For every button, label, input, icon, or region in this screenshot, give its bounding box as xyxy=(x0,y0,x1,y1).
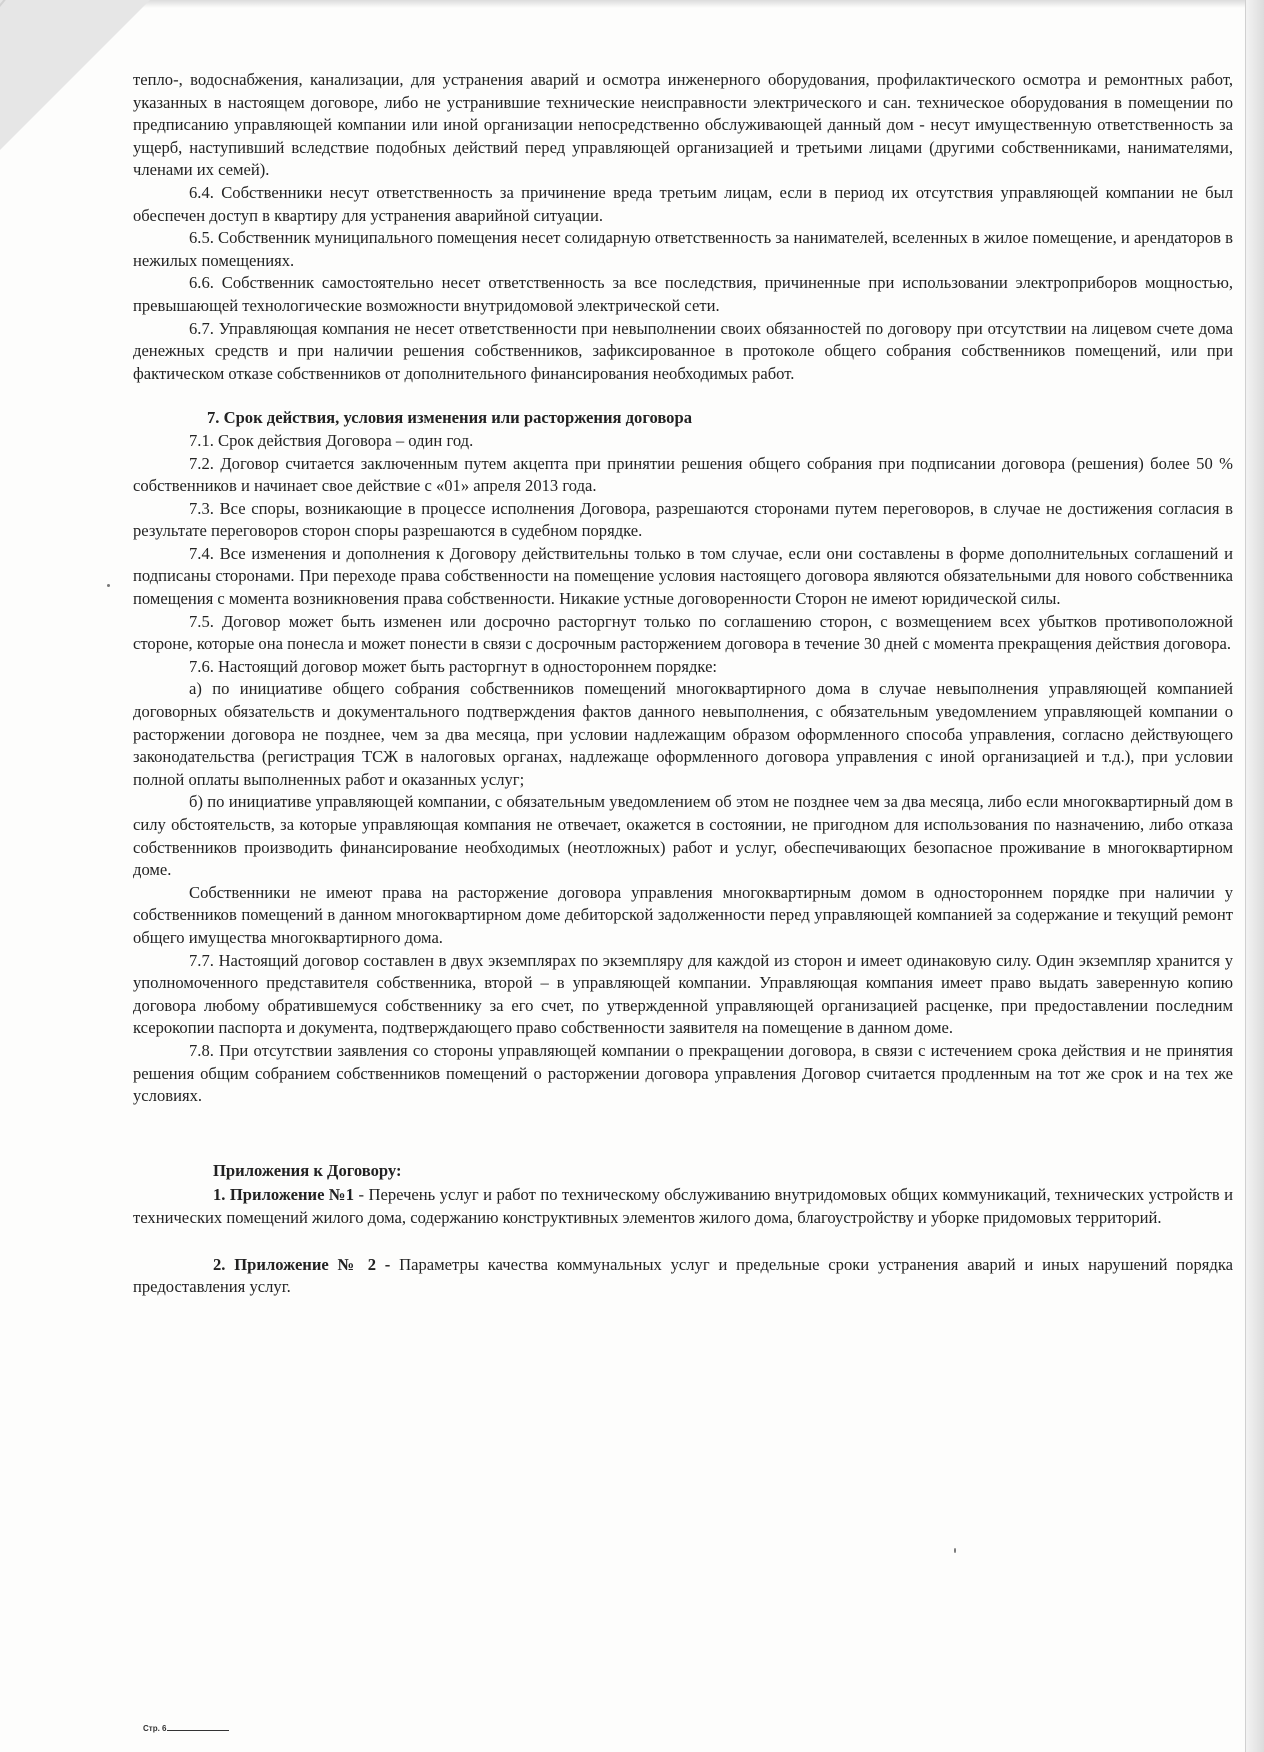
paragraph-7-3: 7.3. Все споры, возникающие в процессе исполнения Договора, разрешаются сторонами путем переговоров, в случае не достижения согласия в результате переговоров сторон споры разрешаются в судебном порядке. xyxy=(133,498,1233,541)
appendix-2-label: 2. Приложение № 2 - xyxy=(213,1254,391,1274)
folded-corner xyxy=(0,0,150,150)
page-footer xyxy=(143,1724,229,1733)
paragraph-7-4: 7.4. Все изменения и дополнения к Договору действительны только в том случае, если они составлены в форме дополнительных соглашений и подписаны сторонами. При переходе права собственности на помещение условия настоящего договора являются обязательными для нового собственника помещения с момента возникновения права собственности. Никакие устные договоренности Сторон не имеют юридической силы. xyxy=(133,543,1233,609)
appendices-heading: Приложения к Договору: xyxy=(213,1160,402,1180)
paragraph-continuation: тепло-, водоснабжения, канализации, для устранения аварий и осмотра инженерного оборудования, профилактического осмотра и ремонтных работ, указанных в настоящем договоре, либо не устранившие технические неисправности электрического и сан. техническое оборудования в помещении по предписанию управляющей компании или иной организации непосредственно обслуживающей данный дом - несут имущественную ответственность за ущерб, наступивший вследствие подобных действий перед управляющей организацией и третьими лицами (другими собственниками, нанимателями, членами их семей). xyxy=(133,70,1233,180)
paragraph-6-6: 6.6. Собственник самостоятельно несет ответственность за все последствия, причиненные при использовании электроприборов мощностью, превышающей технологические возможности внутридомовой электрической сети. xyxy=(133,273,1233,315)
paragraph-6-7: 6.7. Управляющая компания не несет ответственности при невыполнении своих обязанностей по договору при отсутствии на лицевом счете дома денежных средств и при наличии решения собственников, зафиксированное в протоколе общего собрания собственников помещений, или при фактическом отказе собственников от дополнительного финансирования необходимых работ. xyxy=(133,318,1233,383)
paragraph-7-6: 7.6. Настоящий договор может быть расторгнут в одностороннем порядке: xyxy=(189,656,718,676)
paragraph-7-2: 7.2. Договор считается заключенным путем акцепта при принятии решения общего собрания при подписании договора (решения) более 50 % собственников и начинает свое действие с «01» апреля 2013 года. xyxy=(133,453,1233,496)
scan-speck xyxy=(107,584,110,587)
scan-top-shadow xyxy=(0,0,1264,8)
paragraph-6-5: 6.5. Собственник муниципального помещения несет солидарную ответственность за нанимателей, вселенных в жилое помещение, и арендаторов в нежилых помещениях. xyxy=(133,228,1233,270)
section-7-heading: 7. Срок действия, условия изменения или расторжения договора xyxy=(207,408,692,428)
page-signature-line xyxy=(167,1730,229,1731)
paragraph-7-5: 7.5. Договор может быть изменен или досрочно расторгнут только по соглашению сторон, с возмещением всех убытков противоположной стороне, которые она понесла и может понести в связи с досрочным расторжением договора в течение 30 дней с момента прекращения действия договора. xyxy=(133,611,1233,654)
appendix-1 xyxy=(133,1184,1233,1229)
appendix-1-text: - Перечень услуг и работ по техническому обслуживанию внутридомовых общих коммуникаций, технических устройств и технических помещений жилого дома, содержанию конструктивных элементов жилого дома, благоустройству и уборке придомовых территорий. xyxy=(133,1185,1233,1227)
appendix-2-text: Параметры качества коммунальных услуг и предельные сроки устранения аварий и иных нарушений порядка предоставления услуг. xyxy=(133,1254,1234,1297)
stacked-pages-edge xyxy=(1245,0,1264,1752)
page-number-label: Стр. 6 xyxy=(143,1724,167,1733)
paragraph-7-7: 7.7. Настоящий договор составлен в двух экземплярах по экземпляру для каждой из сторон и имеет одинаковую силу. Один экземпляр хранится у уполномоченного представителя собственника, второй – в управляющей компании. Управляющая компания имеет право выдать заверенную копию договора любому обратившемуся собственнику за его счет, по утвержденной управляющей организацией расценке, при предоставлении последним ксерокопии паспорта и документа, подтверждающего право собственности заявителя на помещение в данном доме. xyxy=(133,950,1233,1038)
paragraph-7-6-a: а) по инициативе общего собрания собственников помещений многоквартирного дома в случае невыполнения управляющей компанией договорных обязательств и документального подтверждения фактов данного невыполнения, с обязательным уведомлением управляющей компании о расторжении договора не позднее, чем за два месяца, при условии надлежащим образом оформленного способа управления, согласно действующего законодательства (регистрация ТСЖ в налоговых органах, надлежаще оформленного договора управления с иной организацией и т.д.), при условии полной оплаты выполненных работ и оказанных услуг; xyxy=(133,679,1233,789)
appendix-1-label: 1. Приложение №1 xyxy=(213,1185,355,1205)
appendix-2 xyxy=(133,1254,1233,1299)
paragraph-7-6-b: б) по инициативе управляющей компании, с обязательным уведомлением об этом не позднее чем за два месяца, либо если многоквартирный дом в силу обстоятельств, за которые управляющая компания не отвечает, окажется в состоянии, не пригодном для использования по назначению, либо отказа собственников производить финансирование необходимых (неотложных) работ и услуг, обеспечивающих безопасное проживание в многоквартирном доме. xyxy=(133,792,1233,880)
document-body xyxy=(133,69,1233,1299)
paragraph-6-4: 6.4. Собственники несут ответственность за причинение вреда третьим лицам, если в период их отсутствия управляющей компании не был обеспечен доступ в квартиру для устранения аварийной ситуации. xyxy=(133,182,1233,225)
paragraph-7-1: 7.1. Срок действия Договора – один год. xyxy=(189,430,474,450)
paragraph-7-8: 7.8. При отсутствии заявления со стороны управляющей компании о прекращении договора, в связи с истечением срока действия и не принятия решения общим собранием собственников помещений о расторжении договора управления Договор считается продленным на тот же срок и на тех же условиях. xyxy=(133,1040,1233,1106)
scan-speck xyxy=(954,1548,956,1553)
paragraph-7-6-owners: Собственники не имеют права на расторжение договора управления многоквартирным домом в одностороннем порядке при наличии у собственников помещений в данном многоквартирном доме дебиторской задолженности перед управляющей компанией за содержание и текущий ремонт общего имущества многоквартирного дома. xyxy=(133,882,1233,947)
